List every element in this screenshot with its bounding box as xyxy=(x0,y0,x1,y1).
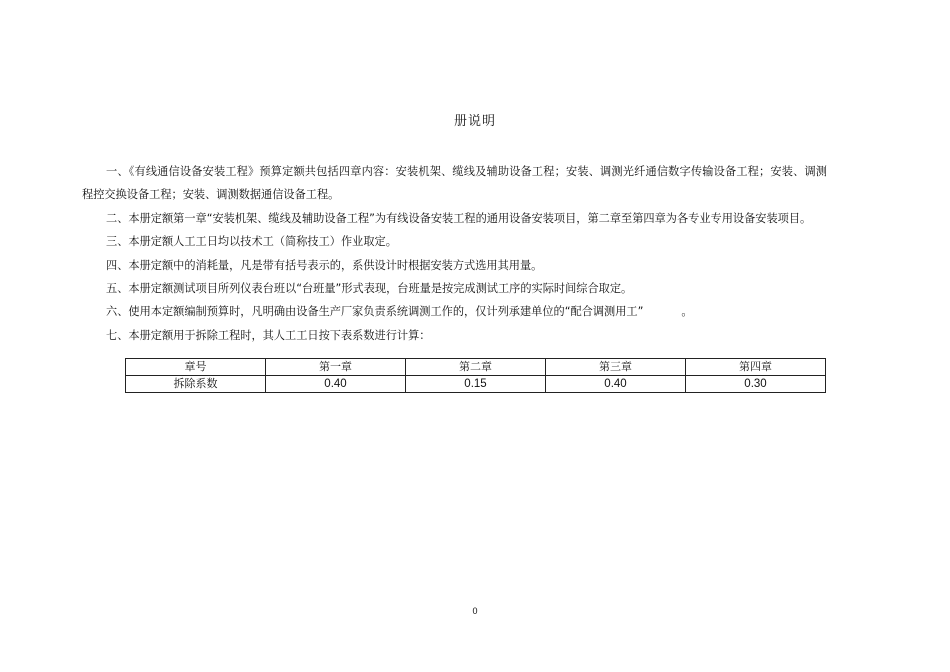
paragraph-2: 二、本册定额第一章“安装机架、缆线及辅助设备工程”为有线设备安装工程的通用设备安装项目，第二章至第四章为各专业专用设备安装项目。 xyxy=(106,211,812,225)
paragraph-6-end: 。 xyxy=(681,305,693,319)
coef-cell-chapter-3: 0.40 xyxy=(546,376,686,393)
paragraph-3: 三、本册定额人工工日均以技术工（简称技工）作业取定。 xyxy=(106,235,397,249)
paragraph-1: 一、《有线通信设备安装工程》预算定额共包括四章内容：安装机架、缆线及辅助设备工程；安装、调测光纤通信数字传输设备工程；安装、调测程控交换设备工程；安装、调测数据通信设备工程。 xyxy=(82,165,827,202)
header-cell-chapter-1: 第一章 xyxy=(266,359,406,376)
paragraph-5: 五、本册定额测试项目所列仪表台班以“台班量”形式表现，台班量是按完成测试工序的实际时间综合取定。 xyxy=(106,282,633,296)
description-body xyxy=(82,160,827,347)
header-cell-chapter-4: 第四章 xyxy=(686,359,826,376)
coef-cell-chapter-4: 0.30 xyxy=(686,376,826,393)
demolition-coefficient-table xyxy=(125,358,826,393)
header-cell-chapter-no: 章号 xyxy=(126,359,266,376)
table-header-row xyxy=(126,359,826,376)
coef-cell-chapter-1: 0.40 xyxy=(266,376,406,393)
header-cell-chapter-2: 第二章 xyxy=(406,359,546,376)
page-number: 0 xyxy=(472,606,478,616)
paragraph-7: 七、本册定额用于拆除工程时，其人工工日按下表系数进行计算： xyxy=(106,328,431,342)
paragraph-6-text: 六、使用本定额编制预算时，凡明确由设备生产厂家负责系统调测工作的，仅计列承建单位的“配合调测用工” xyxy=(106,305,644,319)
page-title: 册说明 xyxy=(453,114,496,129)
paragraph-6 xyxy=(82,300,827,323)
paragraph-4: 四、本册定额中的消耗量，凡是带有括号表示的，系供设计时根据安装方式选用其用量。 xyxy=(106,258,543,272)
header-cell-chapter-3: 第三章 xyxy=(546,359,686,376)
row-label-demolition-coefficient: 拆除系数 xyxy=(126,376,266,393)
table-row xyxy=(126,376,826,393)
coef-cell-chapter-2: 0.15 xyxy=(406,376,546,393)
